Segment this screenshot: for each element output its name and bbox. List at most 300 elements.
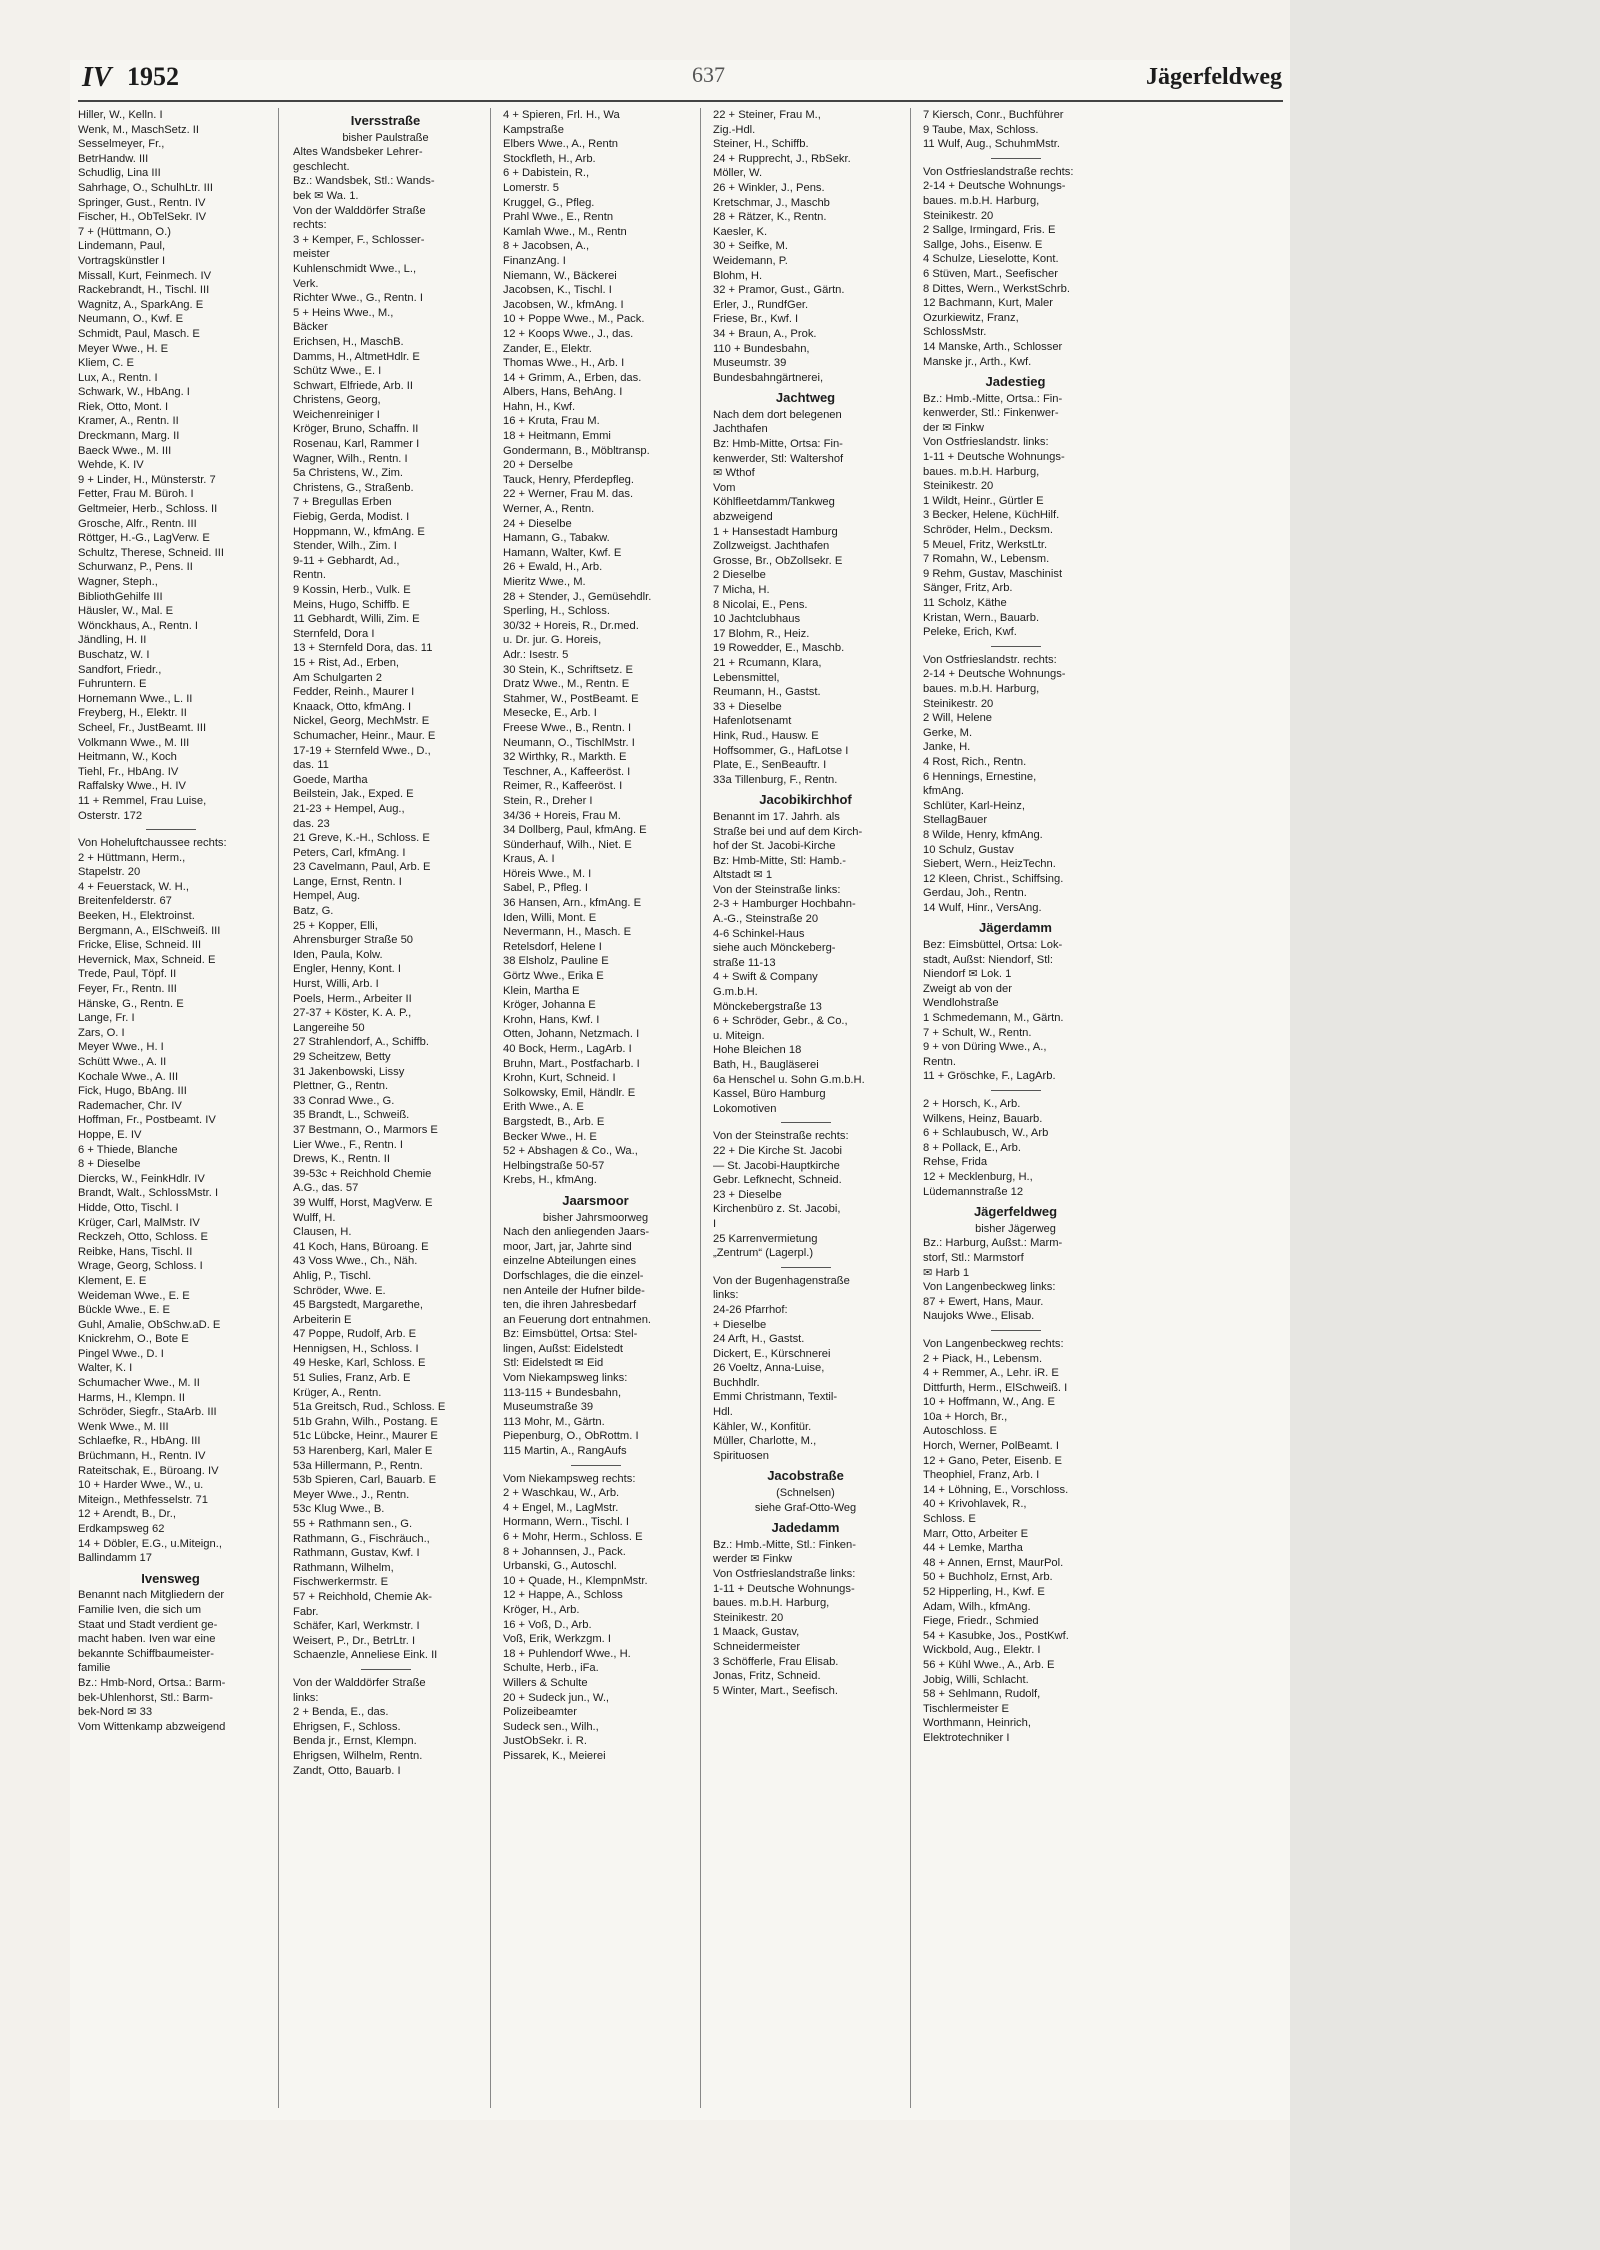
directory-entry: Buschatz, W. I (78, 648, 150, 661)
directory-entry: 12 + Happe, A., Schloss (503, 1589, 623, 1602)
directory-entry: Damms, H., AltmetHdlr. E (293, 350, 420, 363)
directory-entry: Teschner, A., Kaffeeröst. I (503, 765, 631, 778)
directory-entry: Rentn. (293, 569, 326, 582)
directory-entry: 7 Kiersch, Conr., Buchführer (923, 109, 1064, 121)
directory-entry: das. 11 (293, 759, 329, 772)
directory-entry: — St. Jacobi-Hauptkirche (713, 1159, 840, 1172)
directory-entry: Miteign., Methfesselstr. 71 (78, 1493, 208, 1506)
directory-entry: Brüchmann, H., Rentn. IV (78, 1450, 206, 1463)
directory-entry: Kliem, C. E (78, 357, 134, 370)
directory-entry: 11 Gebhardt, Willi, Zim. E (293, 613, 420, 626)
directory-entry: Dratz Wwe., M., Rentn. E (503, 678, 630, 691)
street-heading: Jachtweg (775, 390, 836, 406)
directory-entry: 8 Nicolai, E., Pens. (713, 598, 808, 611)
directory-entry: Erichsen, H., MaschB. (293, 335, 404, 348)
directory-entry: Weideman Wwe., E. E (78, 1289, 190, 1302)
directory-entry: 53c Klug Wwe., B. (293, 1503, 385, 1516)
directory-entry: 4 Schulze, Lieselotte, Kont. (923, 253, 1059, 266)
directory-entry: Plettner, G., Rentn. (293, 1080, 389, 1093)
directory-entry: Sünderhauf, Wilh., Niet. E (503, 838, 632, 851)
directory-entry: 37 Bestmann, O., Marmors E (293, 1123, 438, 1136)
directory-entry: Von der Walddörfer Straße (293, 1676, 426, 1689)
directory-entry: Benannt nach Mitgliedern der (78, 1589, 225, 1602)
directory-entry: Naujoks Wwe., Elisab. (923, 1310, 1035, 1323)
directory-entry: Iden, Willi, Mont. E (503, 911, 597, 924)
directory-entry: Krüger, A., Rentn. (293, 1386, 382, 1399)
directory-entry: das. 23 (293, 817, 330, 830)
directory-entry: G.m.b.H. (713, 986, 758, 999)
directory-entry: 12 + Gano, Peter, Eisenb. E (923, 1454, 1063, 1467)
directory-entry: Christens, G., Straßenb. (293, 481, 414, 494)
directory-entry: Emmi Christmann, Textil- (713, 1391, 838, 1404)
directory-entry: moor, Jart, jar, Jahrte sind (503, 1240, 632, 1253)
directory-entry: Pingel Wwe., D. I (78, 1347, 164, 1360)
directory-entry: Vom (713, 481, 736, 494)
directory-entry: Springer, Gust., Rentn. IV (78, 196, 206, 209)
directory-entry: Lüdemannstraße 12 (923, 1185, 1024, 1198)
directory-entry: Freese Wwe., B., Rentn. I (503, 721, 632, 734)
directory-entry: Sudeck sen., Wilh., (503, 1720, 599, 1733)
directory-entry: Krohn, Kurt, Schneid. I (503, 1072, 616, 1085)
directory-entry: 5a Christens, W., Zim. (293, 467, 404, 480)
section-separator (781, 1267, 831, 1268)
directory-entry: Bez: Eimsbüttel, Ortsa: Lok- (923, 939, 1063, 952)
directory-entry: geschlecht. (293, 160, 350, 173)
directory-entry: Prahl Wwe., E., Rentn (503, 211, 614, 224)
directory-entry: Siebert, Wern., HeizTechn. (923, 858, 1056, 871)
directory-entry: 34/36 + Horeis, Frau M. (503, 809, 621, 822)
column-divider (278, 108, 279, 2108)
directory-entry: bek-Nord ✉ 33 (78, 1706, 153, 1719)
directory-entry: Gondermann, B., Möbltransp. (503, 444, 650, 457)
directory-entry: Iden, Paula, Kolw. (293, 948, 383, 961)
section-separator (991, 1090, 1041, 1091)
directory-entry: Erith Wwe., A. E (503, 1101, 584, 1114)
directory-entry: Altes Wandsbeker Lehrer- (293, 146, 423, 159)
directory-entry: u. Dr. jur. G. Horeis, (503, 634, 602, 647)
directory-entry: der ✉ Finkw (923, 421, 984, 434)
directory-entry: baues. m.b.H. Harburg, (923, 194, 1040, 207)
directory-entry: 21 Greve, K.-H., Schloss. E (293, 832, 430, 845)
directory-entry: + Dieselbe (713, 1318, 767, 1331)
street-range-heading: Jägerfeldweg (1146, 64, 1282, 90)
directory-entry: 2-14 + Deutsche Wohnungs- (923, 180, 1066, 193)
directory-entry: Von Ostfrieslandstr. rechts: (923, 653, 1057, 666)
directory-entry: Guhl, Amalie, ObSchw.aD. E (78, 1318, 221, 1331)
directory-entry: Schultz, Therese, Schneid. III (78, 546, 224, 559)
directory-entry: 12 + Koops Wwe., J., das. (503, 327, 634, 340)
directory-entry: Hdl. (713, 1406, 733, 1419)
directory-entry: 53 Harenberg, Karl, Maler E (293, 1445, 433, 1458)
directory-entry: Köhlfleetdamm/Tankweg (713, 496, 835, 509)
directory-entry: 33a Tillenburg, F., Rentn. (713, 773, 838, 786)
directory-entry: Feyer, Fr., Rentn. III (78, 983, 177, 996)
directory-entry: 13 + Sternfeld Dora, das. 11 (293, 642, 433, 655)
directory-entry: Von der Bugenhagenstraße (713, 1274, 850, 1287)
directory-entry: Thomas Wwe., H., Arb. I (503, 357, 625, 370)
directory-entry: Arbeiterin E (293, 1313, 352, 1326)
directory-entry: Benda jr., Ernst, Klempn. (293, 1735, 417, 1748)
directory-entry: meister (293, 248, 330, 261)
directory-entry: Bäcker (293, 321, 328, 334)
street-subheading: (Schnelsen) (776, 1487, 835, 1500)
directory-entry: Rosenau, Karl, Rammer I (293, 438, 420, 451)
directory-entry: Schwark, W., HbAng. I (78, 386, 190, 399)
directory-entry: an Feuerung dort entnahmen. (503, 1313, 652, 1326)
directory-entry: 8 + Pollack, E., Arb. (923, 1141, 1021, 1154)
directory-entry: Neumann, O., TischlMstr. I (503, 736, 635, 749)
directory-entry: Christens, Georg, (293, 394, 381, 407)
directory-entry: Wendlohstraße (923, 997, 999, 1010)
directory-entry: Spirituosen (713, 1449, 769, 1462)
directory-entry: Steinikestr. 20 (713, 1611, 784, 1624)
directory-entry: Knaack, Otto, kfmAng. I (293, 700, 412, 713)
directory-entry: 5 Meuel, Fritz, WerkstLtr. (923, 538, 1048, 551)
year: 1952 (127, 62, 179, 91)
directory-entry: 53a Hillermann, P., Rentn. (293, 1459, 423, 1472)
directory-entry: Tauck, Henry, Pferdepfleg. (503, 473, 634, 486)
directory-entry: 3 + Kemper, F., Schlosser- (293, 233, 425, 246)
directory-entry: Ballindamm 17 (78, 1552, 152, 1565)
street-subheading: bisher Jägerweg (975, 1222, 1056, 1235)
directory-entry: Stein, R., Dreher I (503, 794, 593, 807)
page-edge-background (1290, 0, 1600, 2250)
directory-entry: Rathmann, G., Fischräuch., (293, 1532, 430, 1545)
directory-entry: Schlüter, Karl-Heinz, (923, 799, 1025, 812)
directory-entry: 33 + Dieselbe (713, 700, 782, 713)
directory-entry: Poels, Herm., Arbeiter II (293, 992, 412, 1005)
directory-entry: 39-53c + Reichhold Chemie (293, 1167, 432, 1180)
directory-entry: Fischer, H., ObTelSekr. IV (78, 211, 207, 224)
directory-entry: Stahmer, W., PostBeamt. E (503, 692, 639, 705)
directory-entry: Voß, Erik, Werkzgm. I (503, 1633, 611, 1646)
directory-entry: 26 Voeltz, Anna-Luise, (713, 1362, 825, 1375)
directory-entry: 28 + Stender, J., Gemüsehdlr. (503, 590, 652, 603)
directory-entry: Raffalsky Wwe., H. IV (78, 780, 186, 793)
directory-entry: Von der Steinstraße rechts: (713, 1130, 849, 1143)
directory-entry: 6 + Schlaubusch, W., Arb (923, 1127, 1049, 1140)
directory-entry: Osterstr. 172 (78, 809, 143, 822)
directory-entry: Bargstedt, B., Arb. E (503, 1115, 605, 1128)
directory-entry: Sesselmeyer, Fr., (78, 138, 165, 151)
directory-entry: 32 + Pramor, Gust., Gärtn. (713, 284, 845, 297)
directory-entry: 4 + Remmer, A., Lehr. iR. E (923, 1367, 1059, 1380)
directory-entry: 4 Rost, Rich., Rentn. (923, 755, 1027, 768)
directory-entry: Gerke, M. (923, 726, 973, 739)
directory-entry: Weidemann, P. (713, 254, 788, 267)
directory-entry: Fabr. (293, 1605, 319, 1618)
directory-entry: 9 + Linder, H., Münsterstr. 7 (78, 473, 216, 486)
directory-entry: Jonas, Fritz, Schneid. (713, 1670, 821, 1683)
directory-entry: Von Langenbeckweg links: (923, 1281, 1056, 1294)
directory-entry: Vortragskünstler I (78, 254, 166, 267)
directory-entry: Bruhn, Mart., Postfacharb. I (503, 1057, 640, 1070)
directory-entry: 31 Jakenbowski, Lissy (293, 1065, 405, 1078)
directory-entry: Langereihe 50 (293, 1021, 365, 1034)
directory-entry: Rademacher, Chr. IV (78, 1099, 182, 1112)
directory-entry: 7 Romahn, W., Lebensm. (923, 553, 1050, 566)
directory-entry: Schlaefke, R., HbAng. III (78, 1435, 201, 1448)
directory-entry: Theophiel, Franz, Arb. I (923, 1469, 1040, 1482)
directory-entry: Helbingstraße 50-57 (503, 1159, 605, 1172)
directory-entry: Verk. (293, 277, 319, 290)
directory-entry: Krüger, Carl, MalMstr. IV (78, 1216, 200, 1229)
directory-entry: Neumann, O., Kwf. E (78, 313, 184, 326)
directory-entry: Knickrehm, O., Bote E (78, 1333, 189, 1346)
directory-entry: 2 + Hüttmann, Herm., (78, 851, 186, 864)
directory-entry: Manske jr., Arth., Kwf. (923, 355, 1032, 368)
directory-entry: 54 + Kasubke, Jos., PostKwf. (923, 1629, 1069, 1642)
directory-entry: 22 + Werner, Frau M. das. (503, 488, 634, 501)
directory-entry: Tiehl, Fr., HbAng. IV (78, 765, 179, 778)
directory-entry: Wenk Wwe., M. III (78, 1420, 169, 1433)
directory-entry: 25 + Kopper, Elli, (293, 919, 378, 932)
directory-entry: 8 + Dieselbe (78, 1158, 141, 1171)
directory-entry: Möller, W. (713, 167, 763, 180)
directory-entry: 9 Rehm, Gustav, Maschinist (923, 567, 1063, 580)
directory-entry: baues. m.b.H. Harburg, (923, 465, 1040, 478)
directory-entry: 51 Sulies, Franz, Arb. E (293, 1372, 411, 1385)
directory-entry: Autoschloss. E (923, 1425, 997, 1438)
directory-entry: Sabel, P., Pfleg. I (503, 882, 588, 895)
directory-entry: Fiebig, Gerda, Modist. I (293, 511, 410, 524)
directory-entry: Von Ostfrieslandstraße links: (713, 1568, 856, 1580)
directory-entry: Schröder, Helm., Decksm. (923, 524, 1053, 537)
directory-entry: Friese, Br., Kwf. I (713, 313, 799, 326)
directory-entry: links: (293, 1691, 319, 1704)
directory-entry: Dittfurth, Herm., ElSchweiß. I (923, 1381, 1068, 1394)
directory-entry: baues. m.b.H. Harburg, (923, 682, 1040, 695)
directory-entry: Fick, Hugo, BbAng. III (78, 1085, 187, 1098)
directory-entry: Müller, Charlotte, M., (713, 1435, 817, 1448)
directory-entry: Reumann, H., Gastst. (713, 686, 821, 699)
directory-entry: 16 + Voß, D., Arb. (503, 1618, 592, 1631)
directory-entry: Hennigsen, H., Schloss. I (293, 1342, 419, 1355)
directory-entry: straße 11-13 (713, 956, 776, 969)
directory-entry: Dreckmann, Marg. II (78, 430, 180, 443)
directory-entry: 5 Winter, Mart., Seefisch. (713, 1684, 838, 1697)
directory-entry: Hänske, G., Rentn. E (78, 997, 184, 1010)
directory-entry: 50 + Buchholz, Ernst, Arb. (923, 1571, 1053, 1584)
directory-entry: 30 + Seifke, M. (713, 240, 788, 253)
directory-entry: Diercks, W., FeinkHdlr. IV (78, 1172, 205, 1185)
directory-entry: Kretschmar, J., Maschb (713, 196, 830, 209)
directory-entry: Zars, O. I (78, 1026, 125, 1039)
directory-entry: Lindemann, Paul, (78, 240, 166, 253)
directory-entry: Stl: Eidelstedt ✉ Eid (503, 1357, 604, 1370)
directory-entry: Wagner, Steph., (78, 576, 158, 588)
directory-entry: Hoppe, E. IV (78, 1128, 142, 1141)
directory-entry: 29 Scheitzew, Betty (293, 1051, 391, 1063)
directory-entry: 4 + Feuerstack, W. H., (78, 880, 189, 893)
directory-entry: Kraus, A. I (503, 853, 555, 866)
directory-entry: Dickert, E., Kürschnerei (713, 1347, 831, 1360)
directory-entry: Elektrotechniker I (923, 1731, 1010, 1744)
directory-entry: Urbanski, G., Autoschl. (503, 1560, 617, 1573)
directory-entry: Adr.: Isestr. 5 (503, 648, 569, 661)
directory-entry: stadt, Außst: Niendorf, Stl: (923, 953, 1053, 966)
directory-entry: 2 Dieselbe (713, 569, 766, 582)
directory-entry: Museumstraße 39 (503, 1401, 594, 1414)
directory-entry: Zander, E., Elektr. (503, 342, 592, 355)
directory-entry: Stockfleth, H., Arb. (503, 152, 596, 165)
directory-entry: Schütz Wwe., E. I (293, 365, 382, 378)
directory-entry: 27 Strahlendorf, A., Schiffb. (293, 1036, 429, 1049)
directory-entry: Gebr. Lefknecht, Schneid. (713, 1174, 842, 1187)
directory-entry: 8 Dittes, Wern., WerkstSchrb. (923, 282, 1070, 295)
directory-entry: 58 + Sehlmann, Rudolf, (923, 1688, 1041, 1701)
directory-entry: Krebs, H., kfmAng. (503, 1174, 597, 1187)
directory-entry: 2 + Waschkau, W., Arb. (503, 1487, 620, 1500)
directory-entry: Steinikestr. 20 (923, 697, 994, 710)
directory-entry: Bz: Hmb-Mitte, Ortsa: Fin- (713, 438, 843, 451)
directory-entry: einzelne Abteilungen eines (503, 1255, 637, 1268)
directory-entry: Schloss. E (923, 1513, 976, 1526)
directory-entry: 2-3 + Hamburger Hochbahn- (713, 898, 856, 911)
directory-entry: Sperling, H., Schloss. (503, 605, 610, 618)
directory-entry: 45 Bargstedt, Margarethe, (293, 1299, 423, 1312)
directory-entry: A.G., das. 57 (293, 1182, 359, 1195)
directory-entry: Batz, G. (293, 905, 334, 918)
directory-entry: 6 + Thiede, Blanche (78, 1143, 178, 1156)
directory-entry: Steinikestr. 20 (923, 480, 994, 493)
directory-entry: 47 Poppe, Rudolf, Arb. E (293, 1328, 417, 1341)
directory-entry: 11 Wulf, Aug., SchuhmMstr. (923, 138, 1061, 151)
directory-entry: Schröder, Siegfr., StaArb. III (78, 1406, 217, 1419)
directory-entry: 52 Hipperling, H., Kwf. E (923, 1586, 1045, 1598)
directory-entry: Klement, E. E (78, 1274, 147, 1287)
directory-entry: 6 + Mohr, Herm., Schloss. E (503, 1531, 643, 1543)
directory-entry: Hoffman, Fr., Postbeamt. IV (78, 1114, 216, 1127)
directory-entry: Höreis Wwe., M. I (503, 867, 592, 880)
directory-entry: Bückle Wwe., E. E (78, 1304, 171, 1317)
directory-entry: Marr, Otto, Arbeiter E (923, 1527, 1029, 1540)
directory-entry: Bz.: Harburg, Außst.: Marm- (923, 1237, 1063, 1250)
directory-entry: 51c Lübcke, Heinr., Maurer E (293, 1430, 438, 1443)
section-separator (991, 158, 1041, 159)
directory-entry: lingen, Außst: Eidelstedt (503, 1342, 624, 1355)
directory-entry: Nach den anliegenden Jaars- (503, 1226, 650, 1239)
directory-entry: Schneidermeister (713, 1640, 801, 1653)
directory-entry: 43 Voss Wwe., Ch., Näh. (293, 1255, 418, 1268)
directory-entry: Kassel, Büro Hamburg (713, 1088, 826, 1101)
directory-entry: 4 + Swift & Company (713, 971, 818, 984)
directory-entry: Schröder, Wwe. E. (293, 1284, 386, 1297)
directory-entry: Vom Wittenkamp abzweigend (78, 1720, 226, 1733)
directory-entry: Volkmann Wwe., M. III (78, 736, 190, 749)
directory-entry: rechts: (293, 219, 327, 232)
directory-entry: Schumacher, Heinr., Maur. E (293, 729, 436, 742)
directory-entry: Heitmann, W., Koch (78, 751, 177, 764)
directory-entry: links: (713, 1289, 739, 1302)
directory-entry: 2-14 + Deutsche Wohnungs- (923, 668, 1066, 681)
directory-entry: 19 Rowedder, E., Maschb. (713, 642, 845, 655)
directory-entry: 4 + Engel, M., LagMstr. (503, 1501, 619, 1514)
directory-entry: Staat und Stadt verdient ge- (78, 1618, 218, 1631)
directory-entry: Hevernick, Max, Schneid. E (78, 953, 216, 966)
column-3 (503, 108, 688, 2108)
directory-entry: Clausen, H. (293, 1226, 352, 1239)
directory-entry: Sallge, Johs., Eisenw. E (923, 238, 1043, 251)
directory-entry: Jobig, Willi, Schlacht. (923, 1673, 1029, 1686)
directory-entry: 9-11 + Gebhardt, Ad., (293, 554, 400, 567)
directory-entry: 21 + Rcumann, Klara, (713, 656, 822, 669)
directory-entry: Buchhdlr. (713, 1376, 760, 1389)
directory-entry: Fiege, Friedr., Schmied (923, 1615, 1039, 1628)
directory-entry: Klein, Martha E (503, 984, 580, 997)
directory-entry: Bundesbahngärtnerei, (713, 371, 824, 384)
directory-entry: 56 + Kühl Wwe., A., Arb. E (923, 1658, 1055, 1671)
directory-entry: 14 Manske, Arth., Schlosser (923, 340, 1063, 353)
column-1 (78, 108, 263, 2108)
directory-entry: Hink, Rud., Hausw. E (713, 729, 819, 742)
column-divider (700, 108, 701, 2108)
column-2 (293, 108, 478, 2108)
directory-entry: Lomerstr. 5 (503, 181, 559, 194)
directory-entry: 7 + (Hüttmann, O.) (78, 225, 171, 238)
directory-entry: siehe auch Mönckeberg- (713, 942, 836, 955)
directory-entry: Am Schulgarten 2 (293, 671, 382, 684)
directory-entry: Von Hoheluftchaussee rechts: (78, 837, 227, 850)
directory-entry: 11 + Gröschke, F., LagArb. (923, 1070, 1056, 1083)
directory-entry: 36 Hansen, Arn., kfmAng. E (503, 897, 642, 910)
directory-entry: Erdkampsweg 62 (78, 1523, 165, 1535)
directory-entry: 34 Dollberg, Paul, kfmAng. E (503, 824, 647, 837)
directory-entry: 55 + Rathmann sen., G. (293, 1518, 413, 1530)
directory-entry: Fedder, Reinh., Maurer I (293, 686, 415, 699)
page-number: 637 (692, 62, 725, 87)
directory-entry: Bath, H., Baugläserei (713, 1059, 819, 1071)
directory-entry: Wagnitz, A., SparkAng. E (78, 298, 204, 311)
directory-entry: 10 + Quade, H., KlempnMstr. (503, 1574, 648, 1587)
directory-entry: Schaenzle, Anneliese Eink. II (293, 1649, 438, 1662)
directory-entry: kenwerder, Stl: Waltershof (713, 452, 844, 465)
directory-entry: Pissarek, K., Meierei (503, 1749, 606, 1762)
directory-entry: 27-37 + Köster, K. A. P., (293, 1007, 412, 1020)
directory-entry: 14 + Löhning, E., Vorschloss. (923, 1483, 1069, 1496)
directory-entry: Bz.: Wandsbek, Stl.: Wands- (293, 175, 435, 188)
directory-entry: Stender, Wilh., Zim. I (293, 540, 397, 553)
directory-entry: Engler, Henny, Kont. I (293, 963, 402, 976)
directory-entry: Benannt im 17. Jahrh. als (713, 810, 840, 823)
directory-entry: Elbers Wwe., A., Rentn (503, 138, 619, 151)
directory-entry: 14 + Grimm, A., Erben, das. (503, 371, 642, 384)
directory-entry: Horch, Werner, PolBeamt. I (923, 1440, 1059, 1453)
directory-entry: bek-Uhlenhorst, Stl.: Barm- (78, 1691, 213, 1704)
directory-entry: 22 + Steiner, Frau M., (713, 109, 821, 121)
directory-entry: Sandfort, Friedr., (78, 663, 162, 676)
directory-entry: 1 Maack, Gustav, (713, 1626, 800, 1639)
directory-entry: Von der Steinstraße links: (713, 883, 841, 896)
directory-entry: Weichenreiniger I (293, 408, 380, 421)
directory-entry: 11 + Remmel, Frau Luise, (78, 794, 207, 807)
directory-entry: nen Anteile der Hufner bilde- (503, 1284, 645, 1297)
directory-entry: 52 + Abshagen & Co., Wa., (503, 1145, 638, 1158)
directory-entry: Janke, H. (923, 741, 971, 754)
directory-entry: 3 Schöfferle, Frau Elisab. (713, 1655, 839, 1668)
directory-entry: Wilkens, Heinz, Bauarb. (923, 1112, 1043, 1125)
directory-entry: 57 + Reichhold, Chemie Ak- (293, 1590, 432, 1603)
directory-entry: Hoppmann, W., kfmAng. E (293, 525, 425, 538)
directory-entry: 1-11 + Deutsche Wohnungs- (923, 451, 1065, 464)
street-heading: Jacobstraße (767, 1468, 844, 1484)
directory-entry: Peters, Carl, kfmAng. I (293, 846, 406, 859)
directory-entry: Bz: Hmb-Mitte, Stl: Hamb.- (713, 854, 847, 867)
directory-entry: 20 + Sudeck jun., W., (503, 1691, 610, 1704)
directory-entry: Kochale Wwe., A. III (78, 1070, 179, 1083)
directory-entry: Wenk, M., MaschSetz. II (78, 123, 200, 136)
directory-entry: Schwart, Elfriede, Arb. II (293, 379, 414, 392)
